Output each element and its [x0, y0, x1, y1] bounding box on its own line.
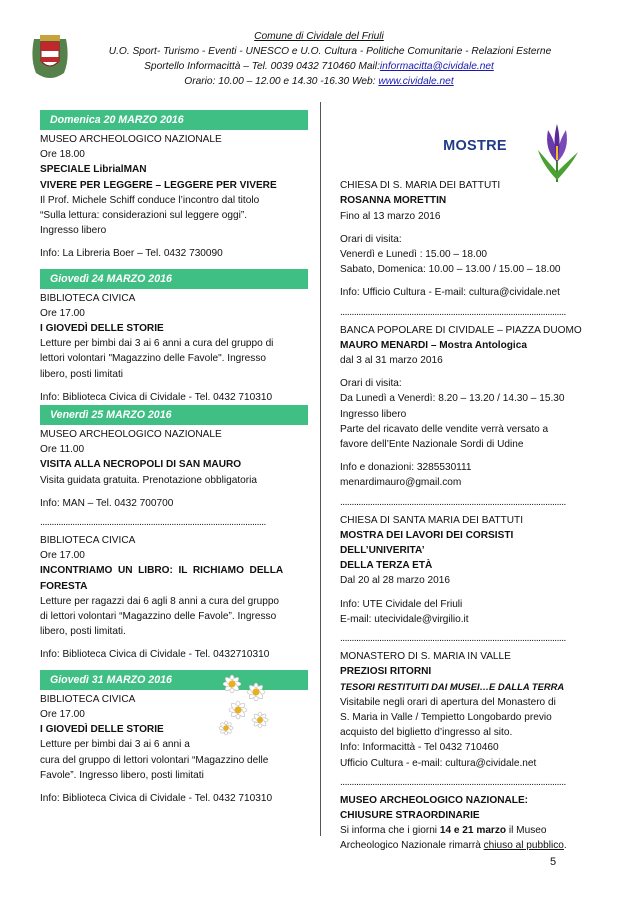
event-info: Info: Biblioteca Civica di Cividale - Tel. 0432 710310 — [40, 391, 273, 403]
event-description: Visita guidata gratuita. Prenotazione obbligatoria — [40, 474, 257, 486]
exhibit-subtitle: TESORI RESTITUITI DAI MUSEI…E DALLA TERRA — [340, 681, 565, 693]
exhibit-hours: Venerdì e Lunedì : 15.00 – 18.00 — [340, 249, 488, 261]
exhibitions-column — [340, 128, 600, 854]
event-description: Letture per bimbi dai 3 ai 6 anni a — [40, 739, 190, 751]
event-venue: BIBLIOTECA CIVICA — [40, 535, 136, 547]
page-header — [0, 0, 638, 100]
event-venue: MUSEO ARCHEOLOGICO NAZIONALE — [40, 429, 222, 441]
event-description: Il Prof. Michele Schiff conduce l’incontro dal titolo — [40, 194, 260, 206]
notice-title: MUSEO ARCHEOLOGICO NAZIONALE: — [340, 794, 529, 806]
exhibit-title: ROSANNA MORETTIN — [340, 195, 447, 207]
date-band-31-marzo: Giovedì 31 MARZO 2016 — [40, 670, 308, 690]
exhibit-dates: dal 3 al 31 marzo 2016 — [340, 355, 443, 367]
event-title: INCONTRIAMO UN LIBRO: IL RICHIAMO DELLA — [40, 565, 284, 577]
event-time: Ore 17.00 — [40, 708, 85, 720]
date-band-24-marzo: Giovedì 24 MARZO 2016 — [40, 269, 308, 289]
exhibit-info: Info e donazioni: 3285530111 — [340, 462, 472, 474]
exhibit-description: acquisto del biglietto d’ingresso al sito. — [340, 727, 513, 739]
exhibit-info: Info: UTE Cividale del Friuli — [340, 598, 463, 610]
event-description: libero, posti limitati. — [40, 626, 126, 638]
exhibit-info: Ufficio Cultura - e-mail: cultura@cividale.net — [340, 757, 537, 769]
notice-title: CHIUSURE STRAORDINARIE — [340, 809, 480, 821]
exhibit-title: DELLA TERZA ETÀ — [340, 560, 433, 572]
header-line-1: Comune di Cividale del Friuli — [254, 31, 384, 42]
event-title: VISITA ALLA NECROPOLI DI SAN MAURO — [40, 459, 242, 471]
exhibit-hours: Da Lunedì a Venerdì: 8.20 – 13.20 / 14.30 – 15.30 — [340, 393, 565, 405]
exhibit-dates: Dal 20 al 28 marzo 2016 — [340, 575, 450, 587]
event-title: SPECIALE LibrialMAN — [40, 164, 147, 176]
event-description: Favole”. Ingresso libero, posti limitati — [40, 769, 204, 781]
event-description: Letture per bimbi dai 3 ai 6 anni a cura del gruppo di — [40, 338, 274, 350]
event-description: “Sulla lettura: considerazioni sul leggere oggi”. — [40, 210, 248, 222]
exhibit-info-email: menardimauro@gmail.com — [340, 477, 462, 489]
exhibit-venue: BANCA POPOLARE DI CIVIDALE – PIAZZA DUOMO — [340, 324, 582, 336]
dotted-separator: .................................................................................................. — [340, 496, 566, 508]
column-divider — [320, 102, 321, 836]
event-info: Info: Biblioteca Civica di Cividale - Tel. 0432710310 — [40, 649, 270, 661]
exhibit-info-email: E-mail: utecividale@virgilio.it — [340, 613, 469, 625]
date-band-25-marzo: Venerdì 25 MARZO 2016 — [40, 405, 308, 425]
website-link[interactable]: www.cividale.net — [378, 76, 454, 87]
event-info: Info: La Libreria Boer – Tel. 0432 730090 — [40, 248, 223, 260]
event-info: Info: Biblioteca Civica di Cividale - Tel. 0432 710310 — [40, 792, 273, 804]
exhibit-hours-label: Orari di visita: — [340, 378, 402, 390]
exhibit-description: S. Maria in Valle / Tempietto Longobardo previo — [340, 711, 552, 723]
exhibit-entry: Ingresso libero — [340, 408, 407, 420]
exhibit-hours: Sabato, Domenica: 10.00 – 13.00 / 15.00 – 18.00 — [340, 264, 561, 276]
event-venue: BIBLIOTECA CIVICA — [40, 693, 136, 705]
exhibit-venue: CHIESA DI S. MARIA DEI BATTUTI — [340, 180, 501, 192]
exhibit-hours-label: Orari di visita: — [340, 233, 402, 245]
event-title: I GIOVEDÌ DELLE STORIE — [40, 323, 164, 335]
exhibit-venue: MONASTERO DI S. MARIA IN VALLE — [340, 651, 511, 663]
event-title: I GIOVEDÌ DELLE STORIE — [40, 724, 164, 736]
exhibit-info: Info: Informacittà - Tel 0432 710460 — [340, 742, 499, 754]
dotted-separator: .................................................................................................. — [340, 776, 566, 788]
exhibit-info: Info: Ufficio Cultura - E-mail: cultura@cividale.net — [340, 287, 560, 299]
header-line-4: Orario: 10.00 – 12.00 e 14.30 -16.30 Web: www.cividale.net — [184, 76, 454, 87]
header-line-3: Sportello Informacittà – Tel. 0039 0432 710460 Mail:informacitta@cividale.net — [144, 61, 494, 72]
page-number: 5 — [550, 856, 557, 868]
daisies-icon — [212, 666, 276, 738]
dotted-separator: .................................................................................................. — [340, 306, 566, 318]
section-heading-mostre: MOSTRE — [443, 138, 507, 154]
exhibit-title: PREZIOSI RITORNI — [340, 666, 432, 678]
event-time: Ore 18.00 — [40, 149, 85, 161]
exhibit-note: Parte del ricavato delle vendite verrà versato a — [340, 423, 549, 435]
exhibit-dates: Fino al 13 marzo 2016 — [340, 210, 441, 222]
date-band-20-marzo: Domenica 20 MARZO 2016 — [40, 110, 308, 130]
notice-text: Si informa che i giorni 14 e 21 marzo il Museo — [340, 825, 547, 837]
dotted-separator: .................................................................................................. — [40, 517, 266, 529]
event-time: Ore 11.00 — [40, 444, 85, 456]
exhibit-description: Visitabile negli orari di apertura del Monastero di — [340, 696, 556, 708]
event-info: Info: MAN – Tel. 0432 700700 — [40, 497, 174, 509]
event-description: libero, posti limitati — [40, 368, 124, 380]
event-venue: BIBLIOTECA CIVICA — [40, 292, 136, 304]
exhibit-title: MAURO MENARDI – Mostra Antologica — [340, 339, 527, 351]
event-description: Letture per ragazzi dai 6 agli 8 anni a cura del gruppo — [40, 595, 280, 607]
event-time: Ore 17.00 — [40, 550, 85, 562]
exhibit-title: MOSTRA DEI LAVORI DEI CORSISTI DELL’UNIVERITA’ — [340, 529, 514, 557]
header-line-2: U.O. Sport- Turismo - Eventi - UNESCO e U.O. Cultura - Politiche Comunitarie - Relazioni Esterne — [108, 46, 552, 57]
event-venue: MUSEO ARCHEOLOGICO NAZIONALE — [40, 134, 222, 145]
dotted-separator: .................................................................................................. — [340, 633, 566, 645]
exhibit-note: favore dell’Ente Nazionale Sordi di Udine — [340, 439, 524, 451]
notice-text: Archeologico Nazionale rimarrà chiuso al pubblico. — [340, 840, 567, 852]
event-description: di lettori volontari “Magazzino delle Favole”. Ingresso — [40, 611, 277, 623]
event-description: lettori volontari "Magazzino delle Favole". Ingresso — [40, 353, 266, 365]
exhibit-venue: CHIESA DI SANTA MARIA DEI BATTUTI — [340, 514, 524, 526]
email-link[interactable]: informacitta@cividale.net — [379, 61, 494, 72]
event-description: Ingresso libero — [40, 225, 107, 237]
event-description: cura del gruppo di lettori volontari “Magazzino delle — [40, 754, 269, 766]
event-subtitle: VIVERE PER LEGGERE – LEGGERE PER VIVERE — [40, 179, 277, 191]
event-time: Ore 17.00 — [40, 307, 85, 319]
event-title: FORESTA — [40, 580, 88, 592]
